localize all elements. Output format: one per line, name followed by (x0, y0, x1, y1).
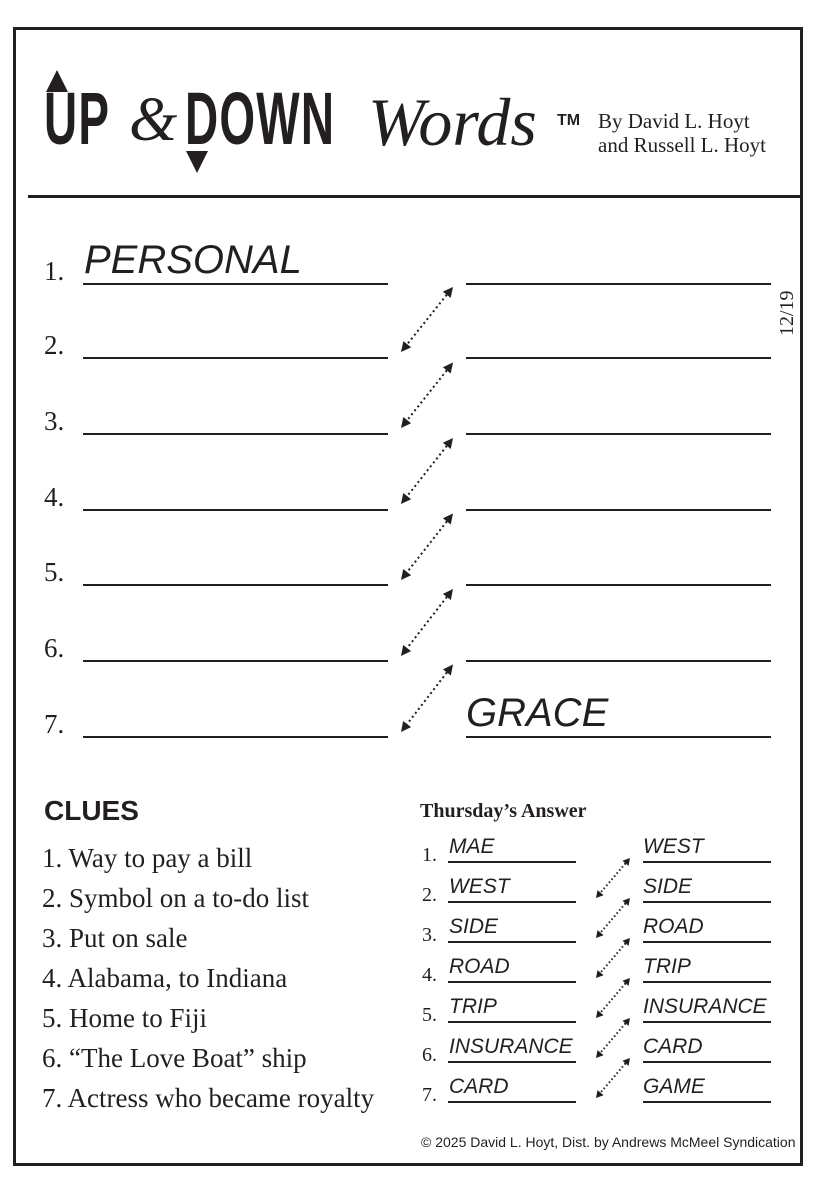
row-number: 5. (44, 557, 65, 587)
answer-row-number: 7. (422, 1084, 437, 1106)
row-number: 2. (44, 330, 65, 360)
byline-line-1: By David L. Hoyt (598, 109, 750, 133)
answer-row-number: 2. (422, 884, 437, 906)
clue-item: 3. Put on sale (42, 923, 188, 953)
answer-row-number: 3. (422, 924, 437, 946)
byline-line-2: and Russell L. Hoyt (598, 133, 766, 157)
logo-words-text: Words (368, 84, 537, 160)
row-number: 6. (44, 633, 65, 663)
logo-up-text: UP (44, 77, 111, 160)
copyright: © 2025 David L. Hoyt, Dist. by Andrews McMeel Syndication (421, 1134, 796, 1150)
row-number: 7. (44, 709, 65, 739)
answer-right-word: INSURANCE (643, 995, 767, 1018)
answer-right-word: GAME (643, 1075, 705, 1098)
answer-double-arrow-icon (596, 938, 630, 978)
clue-item: 1. Way to pay a bill (42, 843, 253, 873)
answer-double-arrow-icon (596, 858, 630, 898)
answer-left-word: WEST (449, 875, 510, 898)
answer-double-arrow-icon (596, 898, 630, 938)
answer-right-word: ROAD (643, 915, 704, 938)
answer-double-arrow-icon (596, 1058, 630, 1098)
clue-item: 4. Alabama, to Indiana (42, 963, 288, 993)
row-number: 1. (44, 256, 65, 286)
answer-row-number: 1. (422, 844, 437, 866)
answer-right-word: TRIP (643, 955, 691, 978)
clues-title: CLUES (44, 795, 139, 826)
answer-row-number: 6. (422, 1044, 437, 1066)
logo-ampersand: & (129, 86, 178, 154)
answer-left-word: TRIP (449, 995, 497, 1018)
answer-left-word: CARD (449, 1075, 509, 1098)
answer-right-word: SIDE (643, 875, 693, 898)
clue-item: 7. Actress who became royalty (42, 1083, 375, 1113)
answer-right-word: CARD (643, 1035, 703, 1058)
answer-row-number: 5. (422, 1004, 437, 1026)
row-number: 4. (44, 482, 65, 512)
answer-left-word: SIDE (449, 915, 499, 938)
clue-item: 2. Symbol on a to-do list (42, 883, 310, 913)
date-code: 12/19 (776, 290, 798, 336)
logo-down-text: DOWN (185, 77, 336, 160)
answer-left-word: ROAD (449, 955, 510, 978)
row-number: 3. (44, 406, 65, 436)
left-word: PERSONAL (84, 238, 302, 282)
right-word: GRACE (466, 691, 609, 735)
answer-double-arrow-icon (596, 1018, 630, 1058)
logo-trademark: TM (557, 112, 581, 129)
answer-left-word: INSURANCE (449, 1035, 573, 1058)
answer-double-arrow-icon (596, 978, 630, 1018)
answer-right-word: WEST (643, 835, 704, 858)
clue-item: 6. “The Love Boat” ship (42, 1043, 307, 1073)
answer-left-word: MAE (449, 835, 495, 858)
answer-row-number: 4. (422, 964, 437, 986)
clue-item: 5. Home to Fiji (42, 1003, 208, 1033)
answer-title: Thursday’s Answer (420, 800, 587, 822)
